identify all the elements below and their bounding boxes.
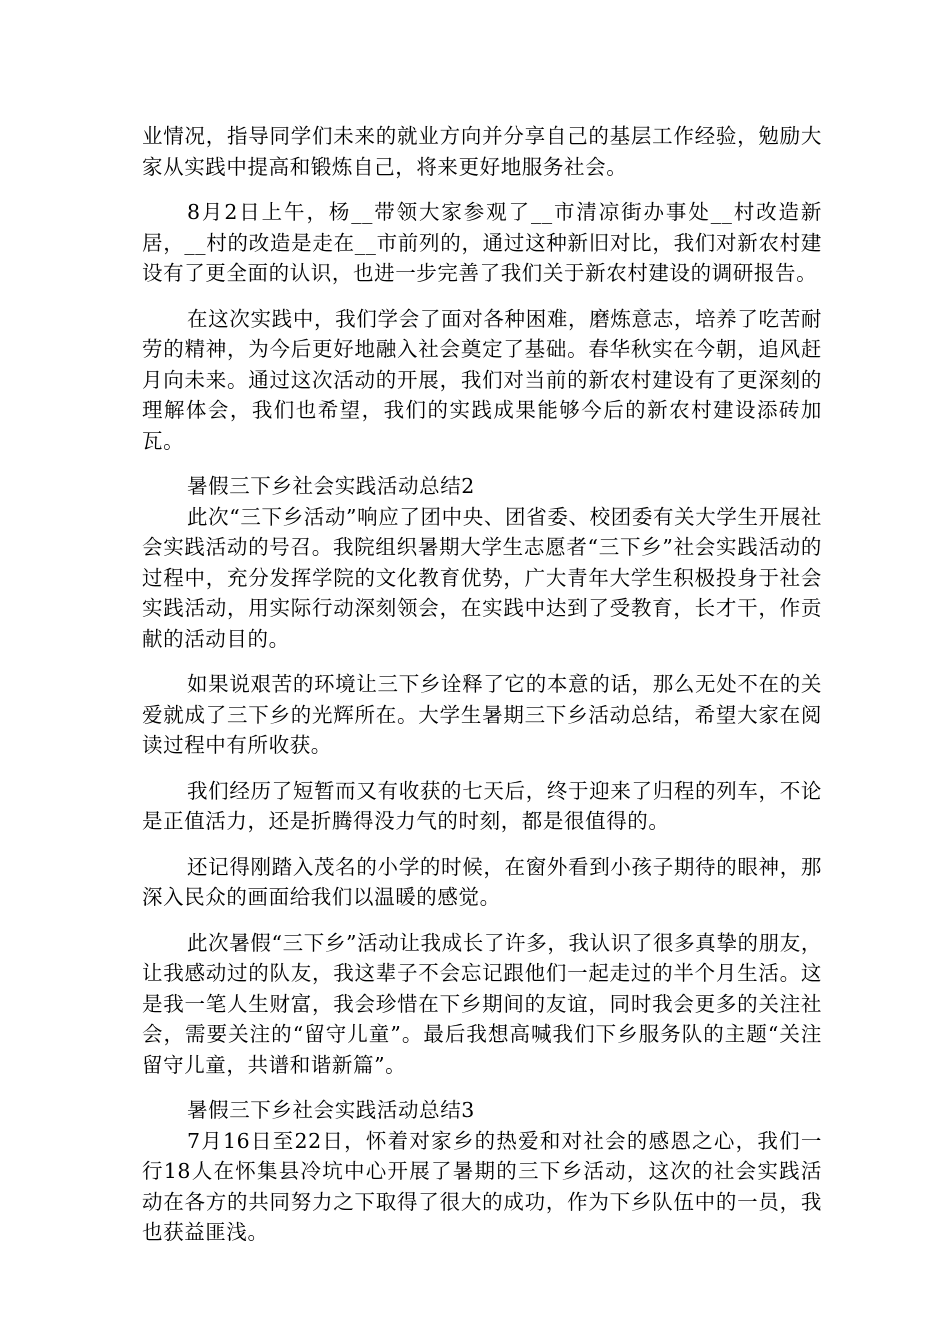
section-heading-2: 暑假三下乡社会实践活动总结2 [187, 474, 475, 498]
paragraph-visit: 8月2日上午，杨__带领大家参观了__市清凉街办事处__村改造新居，__村的改造是走在__市前列的，通过这种新旧对比，我们对新农村建设有了更全面的认识，也进一步完善了我们关于新农村建设的调研报告。 [142, 200, 822, 285]
paragraph-reflection: 在这次实践中，我们学会了面对各种困难，磨炼意志，培养了吃苦耐劳的精神，为今后更好地融入社会奠定了基础。春华秋实在今朝，追风赶月向未来。通过这次活动的开展，我们对当前的新农村建设有了更深刻的理解体会，我们也希望，我们的实践成果能够今后的新农村建设添砖加瓦。 [142, 306, 822, 453]
paragraph-growth: 此次暑假“三下乡”活动让我成长了许多，我认识了很多真挚的朋友，让我感动过的队友，我这辈子不会忘记跟他们一起走过的半个月生活。这是我一笔人生财富，我会珍惜在下乡期间的友谊，同时我会更多的关注社会，需要关注的“留守儿童”。最后我想高喊我们下乡服务队的主题“关注留守儿童，共谱和谐新篇”。 [142, 930, 822, 1077]
paragraph-continuation: 业情况，指导同学们未来的就业方向并分享自己的基层工作经验，勉励大家从实践中提高和锻炼自己，将来更好地服务社会。 [142, 124, 822, 179]
paragraph-school-memory: 还记得刚踏入茂名的小学的时候，在窗外看到小孩子期待的眼神，那深入民众的画面给我们以温暖的感觉。 [142, 854, 822, 909]
document-page [142, 121, 822, 1263]
paragraph-activity-intro: 此次“三下乡活动”响应了团中央、团省委、校团委有关大学生开展社会实践活动的号召。我院组织暑期大学生志愿者“三下乡”社会实践活动的过程中，充分发挥学院的文化教育优势，广大青年大学生积极投身于社会实践活动，用实际行动深刻领会，在实践中达到了受教育，长才干，作贡献的活动目的。 [142, 504, 822, 651]
section-heading-3: 暑假三下乡社会实践活动总结3 [187, 1098, 475, 1122]
paragraph-july-activity: 7月16日至22日，怀着对家乡的热爱和对社会的感恩之心，我们一行18人在怀集县冷坑中心开展了暑期的三下乡活动，这次的社会实践活动在各方的共同努力之下取得了很大的成功，作为下乡队伍中的一员，我也获益匪浅。 [142, 1128, 822, 1244]
paragraph-seven-days: 我们经历了短暂而又有收获的七天后，终于迎来了归程的列车，不论是正值活力，还是折腾得没力气的时刻，都是很值得的。 [142, 778, 822, 833]
paragraph-care: 如果说艰苦的环境让三下乡诠释了它的本意的话，那么无处不在的关爱就成了三下乡的光辉所在。大学生暑期三下乡活动总结，希望大家在阅读过程中有所收获。 [142, 672, 822, 757]
